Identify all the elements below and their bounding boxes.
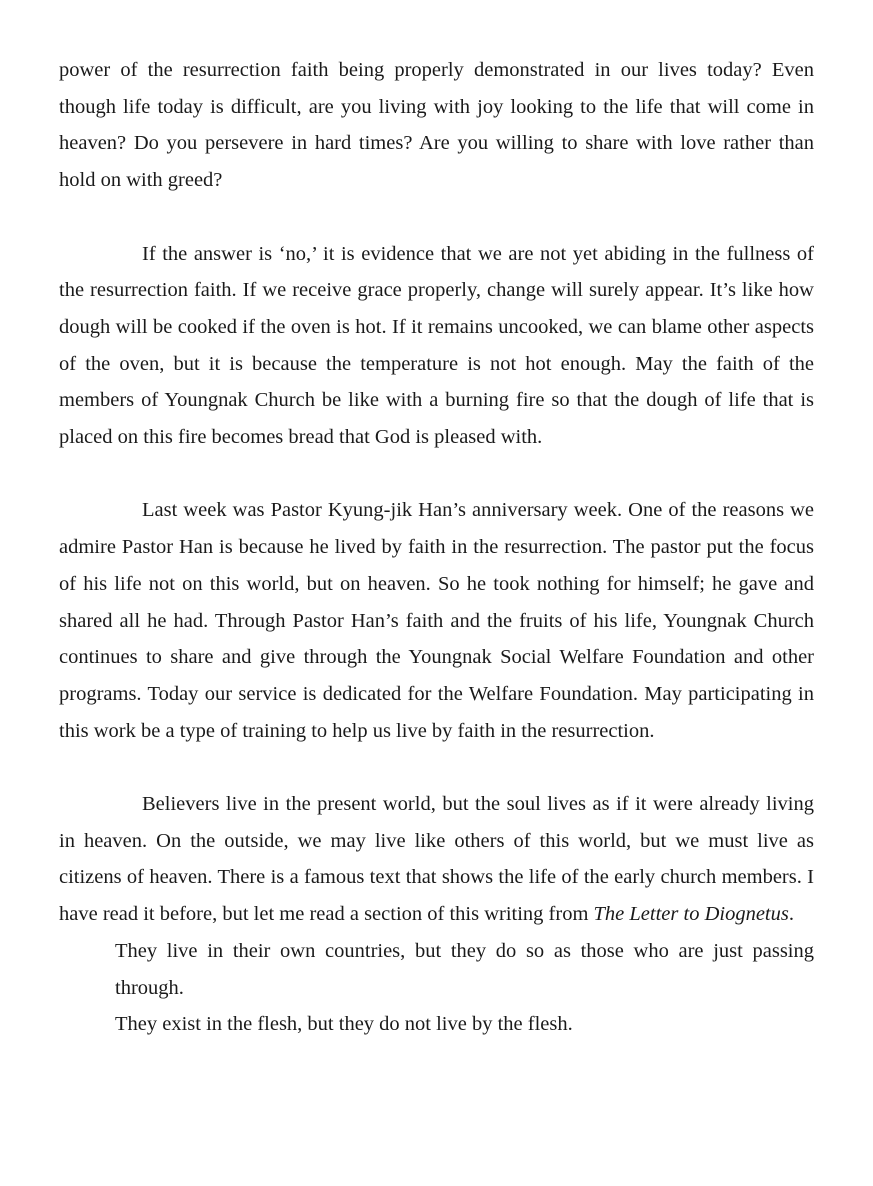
quote-line-1: They live in their own countries, but they do so as those who are just passing through. <box>115 939 814 999</box>
paragraph-2: If the answer is ‘no,’ it is evidence that we are not yet abiding in the fullness of the resurrection faith. If we receive grace properly, change will surely appear. It’s like how dough will be cooked if the oven is hot. If it remains uncooked, we can blame other aspects of the oven, but it is because the temperature is not hot enough. May the faith of the members of Youngnak Church be like with a burning fire so that the dough of life that is placed on this fire becomes bread that God is pleased with. <box>59 242 814 449</box>
paragraph-4 <box>59 786 814 933</box>
paragraph-3: Last week was Pastor Kyung-jik Han’s anniversary week. One of the reasons we admire Pastor Han is because he lived by faith in the resurrection. The pastor put the focus of his life not on this world, but on heaven. So he took nothing for himself; he gave and shared all he had. Through Pastor Han’s faith and the fruits of his life, Youngnak Church continues to share and give through the Youngnak Social Welfare Foundation and other programs. Today our service is dedicated for the Welfare Foundation. May participating in this work be a type of training to help us live by faith in the resurrection. <box>59 499 814 742</box>
paragraph-1: power of the resurrection faith being properly demonstrated in our lives today? Even though life today is difficult, are you living with joy looking to the life that will come in heaven? Do you persevere in hard times? Are you willing to share with love rather than hold on with greed? <box>59 59 814 192</box>
cited-title-end: . <box>788 903 794 926</box>
paragraph-4-text: Believers live in the present world, but the soul lives as if it were already living in heaven. On the outside, we may live like others of this world, but we must live as citizens of heaven. There is a famous text that shows the life of the early church members. I have read it before, but let me read a section of this writing from <box>59 793 814 926</box>
document-page <box>59 52 814 1043</box>
cited-title: The Letter to Diognetus <box>593 903 789 926</box>
quote-line-2: They exist in the flesh, but they do not live by the flesh. <box>115 1013 573 1036</box>
